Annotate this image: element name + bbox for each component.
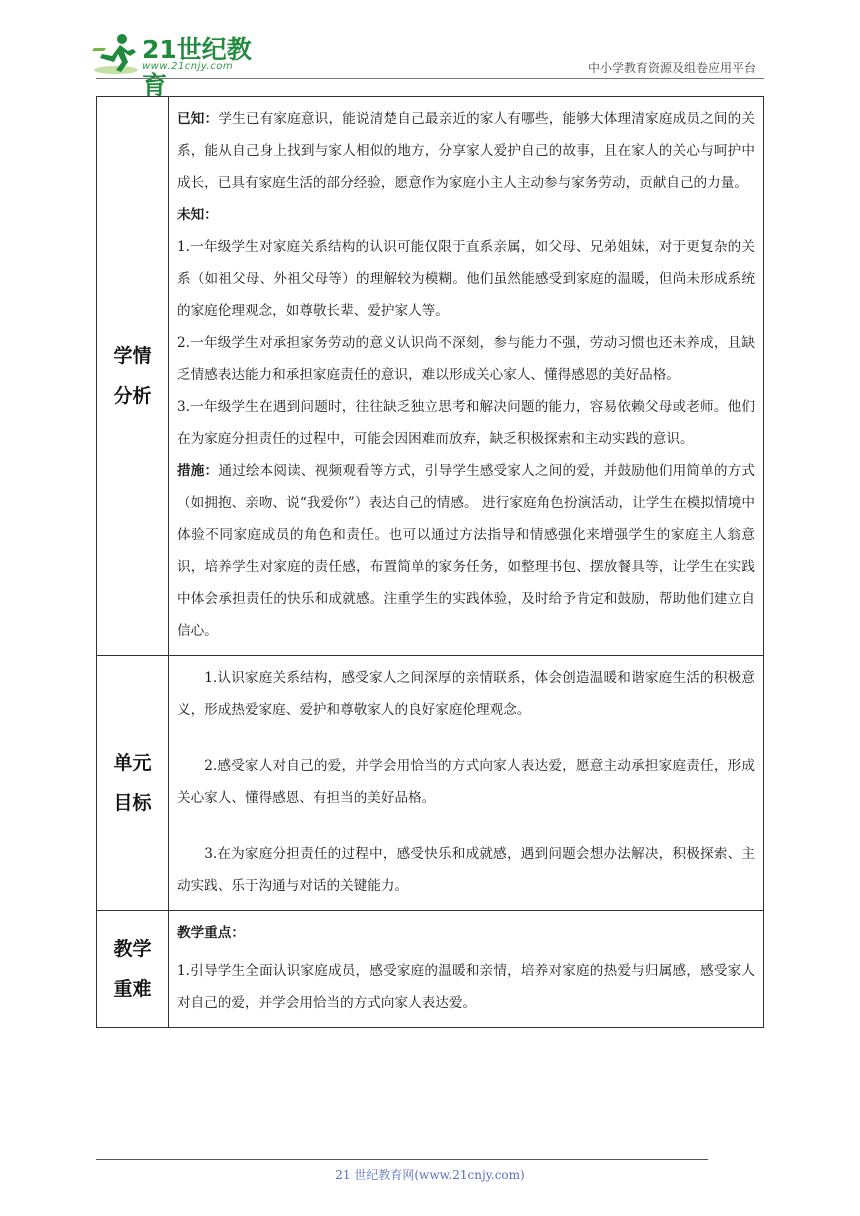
known-paragraph bbox=[177, 103, 755, 199]
platform-name: 中小学教育资源及组卷应用平台 bbox=[587, 61, 756, 75]
goal-item: 1.认识家庭关系结构，感受家人之间深厚的亲情联系，体会创造温暖和谐家庭生活的积极意义，形成热爱家庭、爱护和尊敬家人的良好家庭伦理观念。 bbox=[177, 670, 755, 718]
difficulty-label bbox=[97, 911, 169, 1028]
measures-text: 通过绘本阅读、视频观看等方式，引导学生感受家人之间的爱，并鼓励他们用简单的方式（如拥抱、亲吻、说“我爱你”）表达自己的情感。 进行家庭角色扮演活动，让学生在模拟情境中体验不同家庭成员的角色和责任。也可以通过方法指导和情感强化来增强学生的家庭主人翁意识，培养学生对家庭的责任感，布置简单的家务任务，如整理书包、摆放餐具等，让学生在实践中体会承担责任的快乐和成就感。注重学生的实践体验，及时给予肯定和鼓励，帮助他们建立自信心。 bbox=[177, 463, 756, 639]
label-line: 学情 bbox=[113, 345, 152, 367]
focus-item: 1.引导学生全面认识家庭成员，感受家庭的温暖和亲情，培养对家庭的热爱与归属感，感受家人对自己的爱，并学会用恰当的方式向家人表达爱。 bbox=[177, 963, 755, 1011]
unknown-item: 1.一年级学生对家庭关系结构的认识可能仅限于直系亲属，如父母、兄弟姐妹，对于更复杂的关系（如祖父母、外祖父母等）的理解较为模糊。他们虽然能感受到家庭的温暖，但尚未形成系统的家庭伦理观念，如尊敬长辈、爱护家人等。 bbox=[177, 239, 755, 319]
analysis-content bbox=[169, 97, 764, 656]
footer-link[interactable]: 21 世纪教育网(www.21cnjy.com) bbox=[335, 1168, 525, 1182]
header-divider bbox=[96, 78, 764, 79]
difficulty-row bbox=[97, 911, 764, 1028]
measures-title: 措施： bbox=[177, 463, 219, 479]
logo-url: www.21cnjy.com bbox=[142, 61, 234, 72]
footer-divider bbox=[96, 1159, 708, 1160]
runner-logo-icon bbox=[92, 32, 140, 76]
label-line: 重难 bbox=[113, 978, 152, 1000]
analysis-label bbox=[97, 97, 169, 656]
difficulty-content bbox=[169, 911, 764, 1028]
analysis-row bbox=[97, 97, 764, 656]
goal-item: 2.感受家人对自己的爱，并学会用恰当的方式向家人表达爱，愿意主动承担家庭责任，形成关心家人、懂得感恩、有担当的美好品格。 bbox=[177, 758, 755, 806]
lesson-table bbox=[96, 96, 764, 1028]
page-header bbox=[0, 0, 860, 100]
label-line: 分析 bbox=[113, 385, 152, 407]
logo-text: 21世纪教育 bbox=[142, 35, 252, 100]
label-line: 目标 bbox=[113, 792, 152, 814]
unknown-item: 2.一年级学生对承担家务劳动的意义认识尚不深刻，参与能力不强，劳动习惯也还未养成，且缺乏情感表达能力和承担家庭责任的意识，难以形成关心家人、懂得感恩的美好品格。 bbox=[177, 335, 755, 383]
site-logo[interactable] bbox=[92, 28, 267, 100]
label-line: 单元 bbox=[113, 752, 152, 774]
goals-content bbox=[169, 656, 764, 911]
unknown-item: 3.一年级学生在遇到问题时，往往缺乏独立思考和解决问题的能力，容易依赖父母或老师。他们在为家庭分担责任的过程中，可能会因困难而放弃，缺乏积极探索和主动实践的意识。 bbox=[177, 399, 755, 447]
known-text: 学生已有家庭意识，能说清楚自己最亲近的家人有哪些，能够大体理清家庭成员之间的关系，能从自己身上找到与家人相似的地方，分享家人爱护自己的故事，且在家人的关心与呵护中成长，已具有家庭生活的部分经验，愿意作为家庭小主人主动参与家务劳动，贡献自己的力量。 bbox=[177, 111, 756, 191]
unknown-title: 未知： bbox=[177, 207, 218, 223]
known-title: 已知： bbox=[177, 111, 219, 127]
measures-paragraph bbox=[177, 455, 755, 647]
goal-item: 3.在为家庭分担责任的过程中，感受快乐和成就感，遇到问题会想办法解决，积极探索、主动实践、乐于沟通与对话的关键能力。 bbox=[177, 846, 755, 894]
focus-title: 教学重点： bbox=[177, 925, 245, 941]
label-line: 教学 bbox=[113, 938, 152, 960]
goals-row bbox=[97, 656, 764, 911]
goals-label bbox=[97, 656, 169, 911]
